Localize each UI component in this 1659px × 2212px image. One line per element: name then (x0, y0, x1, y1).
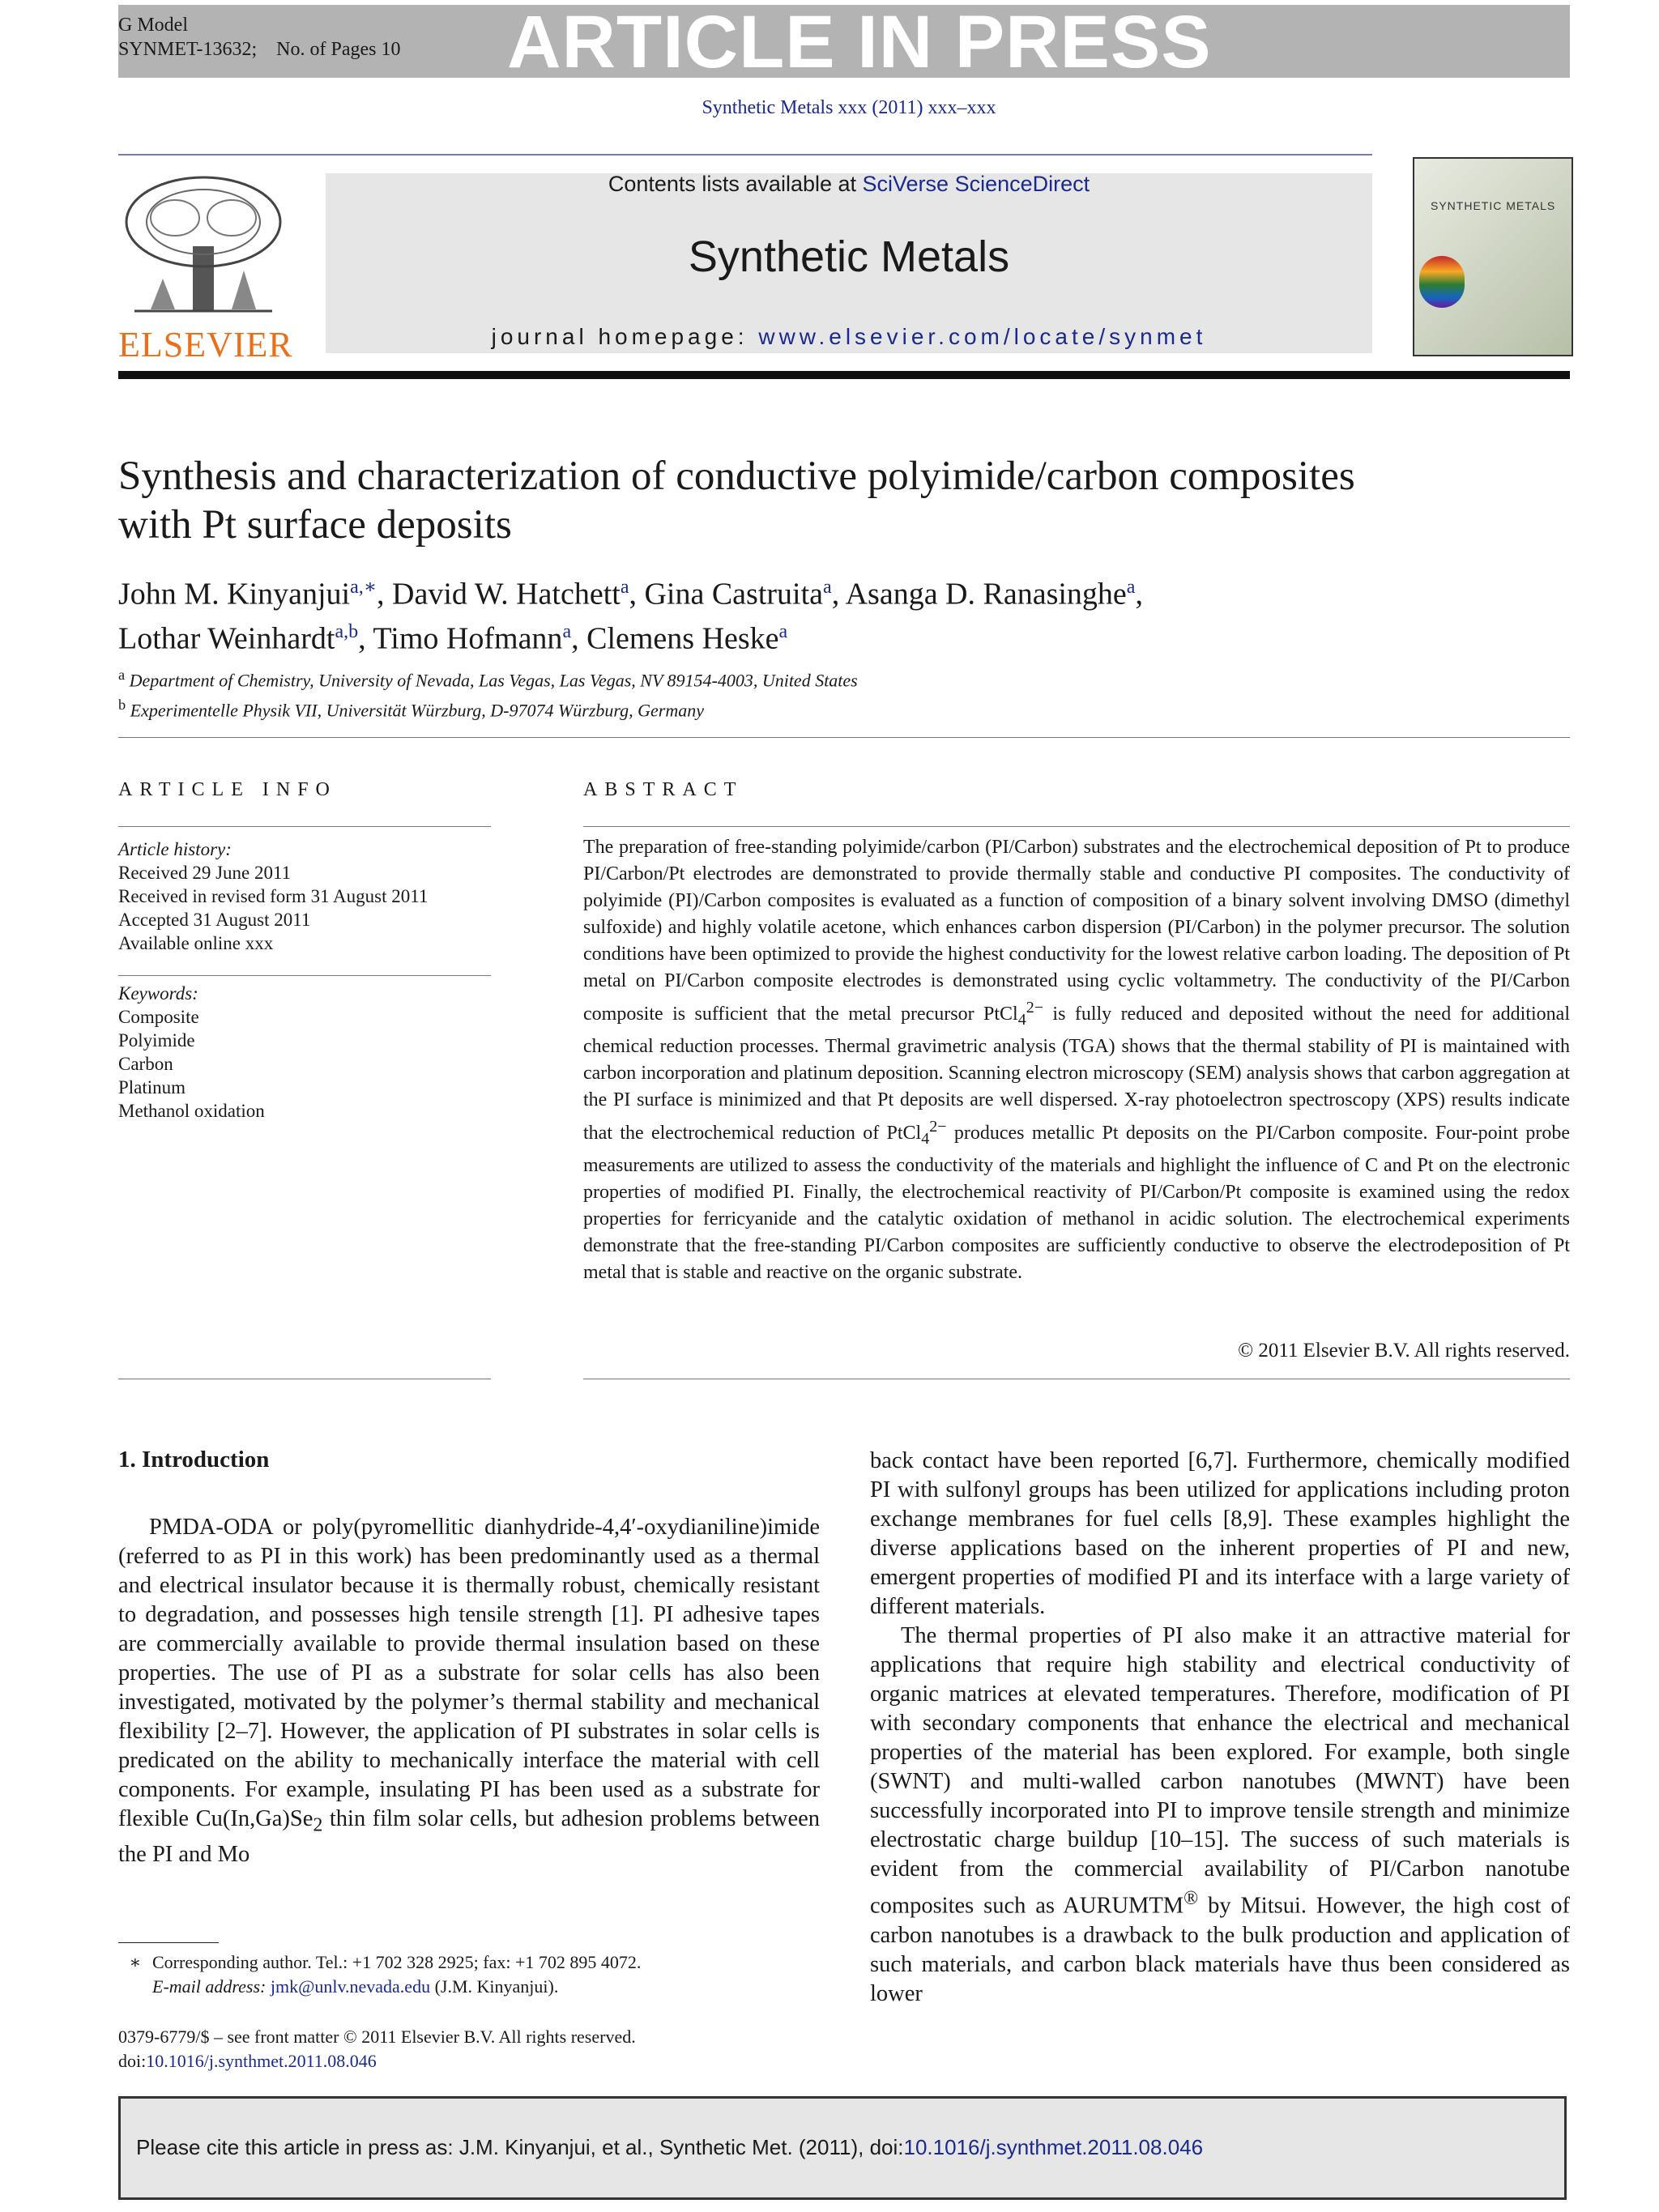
keyword: Platinum (118, 1077, 186, 1097)
history-item: Accepted 31 August 2011 (118, 910, 311, 930)
abstract-copyright: © 2011 Elsevier B.V. All rights reserved. (1238, 1340, 1570, 1362)
elsevier-wordmark: ELSEVIER (118, 325, 293, 364)
affiliation-b: $^b$ Experimentelle Physik VII, Universität Würzburg, D-97074 Würzburg, Germany (118, 697, 705, 721)
divider (118, 737, 1570, 738)
affiliation-a: $^a$ Department of Chemistry, University of Nevada, Las Vegas, Las Vegas, NV 89154-4003, United States (118, 667, 858, 691)
homepage-line: journal homepage: www.elsevier.com/locate/synmet (491, 324, 1207, 349)
abstract-heading: ABSTRACT (583, 779, 744, 800)
email-link[interactable]: jmk@unlv.nevada.edu (270, 1976, 431, 1997)
author-name: David W. Hatchett (392, 577, 621, 612)
article-in-press-text: ARTICLE IN PRESS (507, 1, 1212, 83)
doi-link[interactable]: 10.1016/j.synthmet.2011.08.046 (146, 2051, 377, 2071)
article-code: SYNMET-13632; No. of Pages 10 (118, 39, 401, 60)
history-item: Received 29 June 2011 (118, 863, 292, 883)
g-model-label: G Model (118, 15, 188, 36)
citation-text: Please cite this article in press as: J.M. Kinyanjui, et al., Synthetic Met. (2011), doi:10.1016/j.synthmet.2011.08.046 (136, 2135, 1204, 2159)
keyword: Carbon (118, 1054, 173, 1074)
divider (583, 826, 1570, 827)
section-heading-introduction: 1. Introduction (118, 1447, 270, 1473)
affiliations (118, 663, 858, 723)
journal-cover-image (1413, 157, 1573, 356)
divider (118, 826, 491, 827)
cover-title: SYNTHETIC METALS (1431, 199, 1556, 212)
author-name: Clemens Heske (586, 621, 779, 656)
sciencedirect-link[interactable]: SciVerse ScienceDirect (862, 172, 1090, 196)
keyword: Polyimide (118, 1030, 195, 1051)
author-name: Gina Castruita (644, 577, 824, 612)
history-item: Available online xxx (118, 933, 274, 953)
author-name: Lothar Weinhardt (118, 621, 335, 656)
header-thick-rule (118, 371, 1570, 379)
keyword: Methanol oxidation (118, 1101, 265, 1121)
article-history: Article history: Received 29 June 2011 Received in revised form 31 August 2011 Accepted 31 August 2011 Available online xxx (118, 837, 491, 955)
history-item: Received in revised form 31 August 2011 (118, 886, 429, 906)
homepage-link[interactable]: www.elsevier.com/locate/synmet (758, 324, 1207, 349)
intro-right-column (870, 1447, 1570, 2009)
citation-doi-link[interactable]: 10.1016/j.synthmet.2011.08.046 (903, 2135, 1204, 2159)
keywords: Keywords: Composite Polyimide Carbon Platinum Methanol oxidation (118, 982, 491, 1123)
paragraph: back contact have been reported [6,7]. Furthermore, chemically modified PI with sulfonyl groups has been utilized for applications including proton exchange membranes for fuel cells [8,9]. These examples highlight the diverse applications based on the inherent properties of PI and new, emergent properties of modified PI and its interface with a large variety of different materials. (870, 1448, 1570, 1619)
contents-line: Contents lists available at SciVerse ScienceDirect (608, 172, 1090, 196)
author-list: John M. Kinyanjui$^{a,∗}$, David W. Hatchett$^a$, Gina Castruita$^a$, Asanga D. Ranasinghe$^a$, Lothar Weinhardt$^{a,b}$, Timo Hofmann$^a$, Clemens Heske$^a$ (118, 577, 1143, 656)
article-info-heading: ARTICLE INFO (118, 779, 337, 800)
divider (118, 975, 491, 976)
author-name: John M. Kinyanjui (118, 577, 351, 612)
author-name: Asanga D. Ranasinghe (845, 577, 1127, 612)
footnote-rule (118, 1942, 219, 1943)
intro-left-column: PMDA-ODA or poly(pyromellitic dianhydride-4,4′-oxydianiline)imide (referred to as PI in this work) has been predominantly used as a thermal and electrical insulator because it is thermally robust, chemically resistant to degradation, and possesses high tensile strength [1]. PI adhesive tapes are commercially available to provide thermal insulation based on these properties. The use of PI as a substrate for solar cells has also been investigated, motivated by the polymer’s thermal stability and mechanical flexibility [2–7]. However, the application of PI substrates in solar cells is predicated on the ability to mechanically interface the material with cell components. For example, insulating PI has been used as a substrate for flexible $Cu(In,Ga)Se_2$ thin film solar cells, but adhesion problems between the PI and Mo (118, 1515, 821, 1867)
footnote: ∗ Corresponding author. Tel.: +1 702 328 2925; fax: +1 702 895 4072. E-mail address: jmk@unlv.nevada.edu (J.M. Kinyanjui). (129, 1952, 642, 1997)
journal-title: Synthetic Metals (688, 232, 1010, 281)
issn-doi: 0379-6779/$ – see front matter © 2011 Elsevier B.V. All rights reserved. doi:10.1016/j.synthmet.2011.08.046 (118, 2027, 636, 2071)
keyword: Composite (118, 1007, 199, 1027)
model-info (118, 13, 400, 62)
abstract-body: The preparation of free-standing polyimide/carbon (PI/Carbon) substrates and the electrochemical deposition of Pt to produce PI/Carbon/Pt electrodes are demonstrated to provide thermally stable and conductive PI composites. The conductivity of polyimide (PI)/Carbon composites is evaluated as a function of composition of a binary solvent involving DMSO (dimethyl sulfoxide) and highly volatile acetone, which enhances carbon dispersion (PI/Carbon) in the polymer precursor. The solution conditions have been optimized to provide the highest conductivity for the lowest relative carbon loading. The deposition of Pt metal on PI/Carbon composite electrodes is demonstrated using cyclic voltammetry. The conductivity of the PI/Carbon composite is sufficient that the metal precursor PtCl$_4^{2-}$ is fully reduced and deposited without the need for additional chemical reduction processes. Thermal gravimetric analysis (TGA) shows that the thermal stability of PI is maintained with carbon incorporation and platinum deposition. Scanning electron microscopy (SEM) analysis shows that carbon aggregation at the PI surface is minimized and that Pt deposits are well dispersed. X-ray photoelectron spectroscopy (XPS) results indicate that the electrochemical reduction of PtCl$_4^{2-}$ produces metallic Pt deposits on the PI/Carbon composite. Four-point probe measurements are utilized to assess the conductivity of the materials and highlight the influence of C and Pt on the electronic properties of modified PI. Finally, the electrochemical reactivity of PI/Carbon/Pt composite is examined using the redox properties for ferricyanide and the catalytic oxidation of methanol in acidic solution. The electrochemical experiments demonstrate that the free-standing PI/Carbon composites are sufficiently conductive to observe the electrodeposition of Pt metal that is stable and reactive on the organic substrate. (583, 837, 1570, 1283)
header-rule (118, 154, 1372, 156)
journal-reference: Synthetic Metals xxx (2011) xxx–xxx (702, 97, 996, 118)
author-name: Timo Hofmann (373, 621, 563, 656)
paragraph: The thermal properties of PI also make it an attractive material for applications that require high stability and electrical conductivity of organic matrices at elevated temperatures. Therefore, modification of PI with secondary components that enhance the electrical and mechanical properties of the material has been explored. For example, both single (SWNT) and multi-walled carbon nanotubes (MWNT) have been successfully incorporated into PI to improve tensile strength and minimize electrostatic charge buildup [10–15]. The success of such materials is evident from the commercial availability of PI/Carbon nanotube composites such as AURUMTM® by Mitsui. However, the high cost of carbon nanotubes is a drawback to the bulk production and application of such materials, and carbon black materials have thus been considered as lower (870, 1623, 1570, 2006)
paper-title: Synthesis and characterization of conductive polyimide/carbon composites with Pt surface deposits (118, 454, 1355, 548)
cover-graphic (1419, 256, 1465, 308)
